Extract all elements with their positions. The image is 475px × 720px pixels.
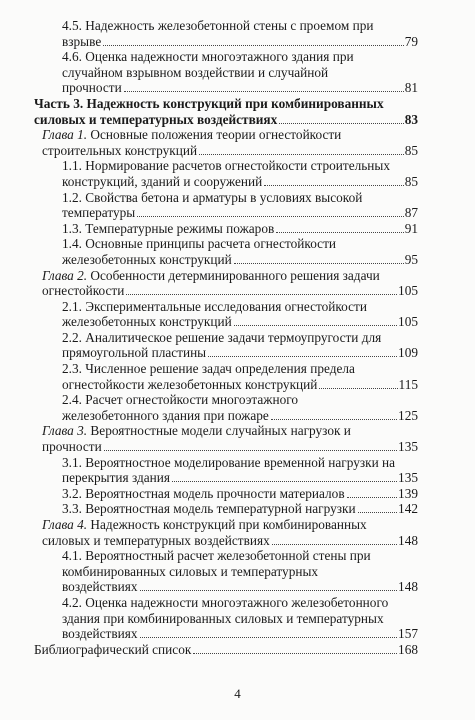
toc-entry-text	[42, 517, 367, 532]
toc-entry-text: железобетонных конструкций	[62, 314, 232, 330]
toc-entry-text: прочности	[42, 439, 102, 455]
dot-leader	[199, 154, 404, 155]
toc-entry-text: силовых и температурных воздействиях	[34, 111, 278, 127]
toc-entry-text	[42, 423, 351, 438]
toc-entry	[34, 486, 418, 502]
toc-entry-text: случайном взрывном воздействии и случайной	[62, 64, 329, 80]
toc-page-number: 142	[398, 501, 418, 517]
dot-leader	[271, 419, 397, 420]
toc-entry-text: 1.3. Температурные режимы пожаров	[62, 220, 275, 236]
toc-entry-text	[42, 268, 380, 283]
toc-entry-text: Надежность конструкций при комбинированных	[87, 517, 367, 532]
dot-leader	[234, 263, 404, 264]
toc-entry	[34, 595, 418, 642]
toc-entry-text: 4.1. Вероятностный расчет железобетонной стены при	[62, 548, 371, 564]
toc-page-number: 135	[398, 439, 418, 455]
toc-page-number: 85	[404, 142, 418, 158]
toc-page-number: 135	[398, 470, 418, 486]
toc-entry-text: 2.1. Экспериментальные исследования огнестойкости	[62, 298, 367, 314]
dot-leader	[193, 653, 397, 654]
toc-page-number: 95	[404, 251, 418, 267]
toc-page-number: 91	[404, 220, 418, 236]
chapter-label: Глава 3.	[42, 423, 88, 439]
toc-entry	[34, 455, 418, 486]
toc-entry-text: строительных конструкций	[42, 142, 198, 158]
dot-leader	[172, 481, 397, 482]
toc-entry-text: огнестойкости железобетонных конструкций	[62, 376, 318, 392]
toc-entry	[34, 221, 418, 237]
toc-entry-text: прямоугольной пластины	[62, 345, 207, 361]
dot-leader	[347, 497, 397, 498]
toc-entry-text: 4.5. Надежность железобетонной стены с проемом при	[62, 18, 374, 33]
toc-entry	[34, 268, 418, 299]
chapter-label: Глава 1.	[42, 127, 88, 143]
dot-leader	[358, 512, 397, 513]
toc-entry-text: железобетонных конструкций	[62, 251, 232, 267]
dot-leader	[234, 325, 397, 326]
toc-entry	[34, 49, 418, 96]
toc-entry-text: огнестойкости	[42, 283, 125, 299]
dot-leader	[272, 544, 397, 545]
toc-page-number: 87	[404, 205, 418, 221]
toc-entry	[34, 190, 418, 221]
dot-leader	[140, 637, 398, 638]
toc-entry	[34, 423, 418, 454]
toc-entry-text: Основные положения теории огнестойкости	[87, 127, 342, 143]
toc-page-number: 148	[398, 532, 418, 548]
toc-entry	[34, 18, 418, 49]
toc-entry-text: 2.2. Аналитическое решение задачи термоупругости для	[62, 329, 382, 345]
toc-page-number: 85	[404, 173, 418, 189]
toc-page-number: 81	[404, 80, 418, 96]
dot-leader	[124, 91, 404, 92]
toc-entry-text: Вероятностные модели случайных нагрузок и	[87, 423, 351, 439]
toc-entry-text: 4.2. Оценка надежности многоэтажного железобетонного	[62, 594, 389, 610]
chapter-label: Глава 2.	[42, 267, 88, 283]
toc-entry-text: 2.4. Расчет огнестойкости многоэтажного	[62, 392, 299, 408]
toc-entry-text: конструкций, зданий и сооружений	[62, 173, 263, 189]
toc-entry	[34, 96, 418, 127]
toc-page-number: 109	[398, 345, 418, 361]
toc-entry-text: 1.2. Свойства бетона и арматуры в условиях высокой	[62, 189, 363, 205]
toc-entry	[34, 642, 418, 658]
toc-entry-text: перекрытия здания	[62, 470, 171, 486]
toc-page-number: 139	[398, 485, 418, 501]
toc-entry-text: Особенности детерминированного решения задачи	[87, 267, 380, 283]
toc-page-number: 157	[398, 626, 418, 642]
toc-page-number: 125	[398, 407, 418, 423]
toc-entry-text: воздействиях	[62, 579, 138, 595]
toc-entry-text	[42, 127, 341, 142]
dot-leader	[137, 216, 403, 217]
toc-entry	[34, 330, 418, 361]
toc-entry	[34, 299, 418, 330]
toc-page-number: 79	[404, 33, 418, 49]
toc-entry-text: температуры	[62, 205, 136, 221]
toc-entry-text: Библиографический список	[34, 641, 192, 657]
toc-entry-text: 1.4. Основные принципы расчета огнестойкости	[62, 236, 337, 252]
dot-leader	[279, 123, 403, 124]
toc-entry-text: взрыве	[62, 33, 102, 49]
dot-leader	[103, 45, 403, 46]
chapter-label: Глава 4.	[42, 517, 88, 532]
toc-entry-text: 2.3. Численное решение задач определения предела	[62, 361, 355, 377]
dot-leader	[104, 450, 397, 451]
toc-entry	[34, 236, 418, 267]
toc-entry-text: 4.6. Оценка надежности многоэтажного здания при	[62, 49, 354, 65]
toc-entry-text: силовых и температурных воздействиях	[42, 532, 270, 548]
toc-entry-text: Часть 3. Надежность конструкций при комбинированных	[34, 95, 384, 111]
toc-page-number: 148	[398, 579, 418, 595]
toc-entry	[34, 548, 418, 595]
table-of-contents	[34, 18, 418, 657]
toc-entry-text: здания при комбинированных силовых и температурных	[62, 610, 384, 626]
dot-leader	[140, 590, 398, 591]
page-number: 4	[234, 686, 241, 701]
dot-leader	[126, 294, 397, 295]
toc-entry-text: 3.2. Вероятностная модель прочности материалов	[62, 485, 345, 501]
dot-leader	[208, 356, 397, 357]
dot-leader	[276, 232, 403, 233]
toc-entry	[34, 361, 418, 392]
toc-entry	[34, 158, 418, 189]
toc-page-number: 83	[404, 111, 418, 127]
toc-entry-text: 3.1. Вероятностное моделирование временной нагрузки на	[62, 454, 396, 470]
dot-leader	[319, 388, 397, 389]
dot-leader	[264, 185, 404, 186]
toc-entry-text: комбинированных силовых и температурных	[62, 563, 319, 579]
toc-entry	[34, 127, 418, 158]
toc-page-number: 105	[398, 283, 418, 299]
toc-entry-text: 3.3. Вероятностная модель температурной нагрузки	[62, 501, 356, 517]
toc-entry-text: воздействиях	[62, 626, 138, 642]
toc-page-number: 115	[398, 376, 418, 392]
toc-entry-text: железобетонного здания при пожаре	[62, 407, 269, 423]
toc-entry	[34, 392, 418, 423]
toc-entry-text: прочности	[62, 80, 122, 96]
toc-page-number: 105	[398, 314, 418, 330]
toc-entry	[34, 517, 418, 548]
toc-page-number: 168	[398, 641, 418, 657]
toc-entry	[34, 501, 418, 517]
toc-entry-text: 1.1. Нормирование расчетов огнестойкости строительных	[62, 158, 390, 174]
